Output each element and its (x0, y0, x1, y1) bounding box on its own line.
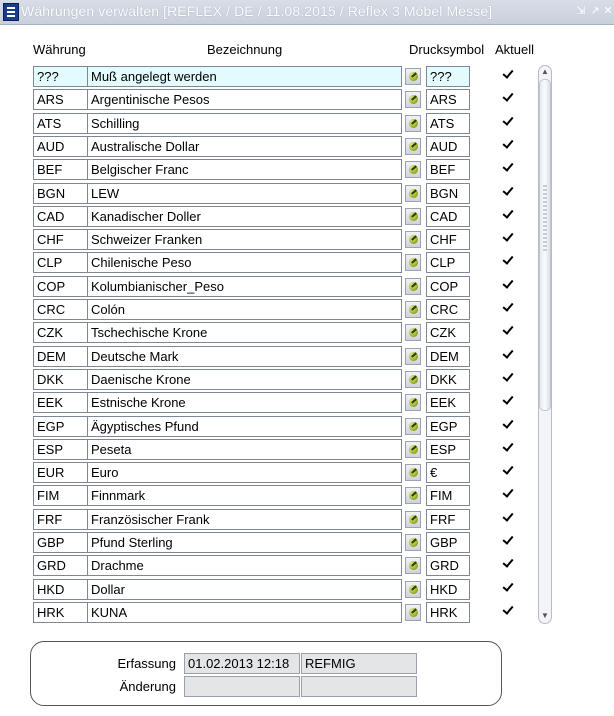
active-checkbox[interactable] (502, 511, 515, 524)
title-bar (0, 0, 614, 25)
window-title: Währungen verwalten [REFLEX / DE / 11.08.2015 / Reflex 3 Möbel Messe] (21, 3, 493, 19)
print-symbol-input[interactable]: GBP (426, 532, 470, 553)
currency-description-input[interactable]: Chilenische Peso (87, 252, 402, 273)
currency-code-input[interactable]: CRC (33, 299, 88, 320)
active-checkbox[interactable] (502, 91, 515, 104)
lov-icon[interactable] (405, 394, 421, 411)
currency-description-input[interactable]: Kanadischer Doller (87, 206, 402, 227)
restore-button[interactable]: ↗ (590, 5, 600, 17)
currency-code-input[interactable]: BGN (33, 183, 88, 204)
active-checkbox[interactable] (502, 231, 515, 244)
scroll-up-arrow-icon[interactable]: ▲ (541, 67, 549, 76)
scroll-down-arrow-icon[interactable]: ▼ (541, 611, 549, 620)
currency-code-input[interactable]: CHF (33, 229, 88, 250)
table-row (0, 229, 530, 252)
currency-code-input[interactable]: FRF (33, 509, 88, 530)
lov-icon[interactable] (405, 487, 421, 504)
lov-icon[interactable] (405, 464, 421, 481)
created-date-field: 01.02.2013 12:18 (184, 653, 300, 674)
currency-description-input[interactable]: LEW (87, 183, 402, 204)
currency-code-input[interactable]: FIM (33, 485, 88, 506)
active-checkbox[interactable] (502, 464, 515, 477)
table-row (0, 602, 530, 625)
column-header-description: Bezeichnung (207, 42, 283, 57)
lov-icon[interactable] (405, 418, 421, 435)
print-symbol-input[interactable]: COP (426, 276, 470, 297)
currency-description-input[interactable]: Muß angelegt werden (87, 66, 402, 87)
active-checkbox[interactable] (502, 68, 515, 81)
table-row (0, 416, 530, 439)
lov-icon[interactable] (405, 91, 421, 108)
currency-code-input[interactable]: HRK (33, 602, 88, 623)
table-row (0, 346, 530, 369)
changed-label: Änderung (119, 679, 176, 694)
currency-description-input[interactable]: Estnische Krone (87, 392, 402, 413)
currency-code-input[interactable]: DKK (33, 369, 88, 390)
print-symbol-input[interactable]: AUD (426, 136, 470, 157)
currency-code-input[interactable]: COP (33, 276, 88, 297)
currency-code-input[interactable]: ESP (33, 439, 88, 460)
print-symbol-input[interactable]: BGN (426, 183, 470, 204)
table-row (0, 299, 530, 322)
active-checkbox[interactable] (502, 161, 515, 174)
column-header-currency: Währung (33, 42, 86, 57)
currency-description-input[interactable]: Finnmark (87, 485, 402, 506)
print-symbol-input[interactable]: ESP (426, 439, 470, 460)
column-header-active: Aktuell (495, 42, 535, 57)
currency-code-input[interactable]: BEF (33, 159, 88, 180)
active-checkbox[interactable] (502, 441, 515, 454)
print-symbol-input[interactable]: € (426, 462, 470, 483)
close-button[interactable]: ✕ (603, 5, 613, 17)
print-symbol-input[interactable]: FIM (426, 485, 470, 506)
currency-description-input[interactable]: Drachme (87, 555, 402, 576)
lov-icon[interactable] (405, 161, 421, 178)
currency-description-input[interactable]: Ägyptisches Pfund (87, 416, 402, 437)
currency-description-input[interactable]: Euro (87, 462, 402, 483)
table-row (0, 206, 530, 229)
table-row (0, 183, 530, 206)
print-symbol-input[interactable]: HRK (426, 602, 470, 623)
table-row (0, 276, 530, 299)
column-header-print-symbol: Drucksymbol (409, 42, 485, 57)
print-symbol-input[interactable]: BEF (426, 159, 470, 180)
table-row (0, 136, 530, 159)
print-symbol-input[interactable]: CAD (426, 206, 470, 227)
lov-icon[interactable] (405, 185, 421, 202)
currency-code-input[interactable]: ARS (33, 89, 88, 110)
active-checkbox[interactable] (502, 557, 515, 570)
currency-code-input[interactable]: EUR (33, 462, 88, 483)
active-checkbox[interactable] (502, 534, 515, 547)
lov-icon[interactable] (405, 208, 421, 225)
print-symbol-input[interactable]: EEK (426, 392, 470, 413)
active-checkbox[interactable] (502, 278, 515, 291)
lov-icon[interactable] (405, 115, 421, 132)
table-row (0, 89, 530, 112)
print-symbol-input[interactable]: EGP (426, 416, 470, 437)
active-checkbox[interactable] (502, 324, 515, 337)
currency-code-input[interactable]: EEK (33, 392, 88, 413)
lov-icon[interactable] (405, 278, 421, 295)
active-checkbox[interactable] (502, 371, 515, 384)
audit-panel (30, 641, 502, 706)
lov-icon[interactable] (405, 371, 421, 388)
lov-icon[interactable] (405, 581, 421, 598)
table-row (0, 392, 530, 415)
currency-description-input[interactable]: Schilling (87, 113, 402, 134)
lov-icon[interactable] (405, 68, 421, 85)
currency-code-input[interactable]: HKD (33, 579, 88, 600)
created-label: Erfassung (117, 656, 176, 671)
currency-code-input[interactable]: CLP (33, 252, 88, 273)
vertical-scrollbar[interactable] (538, 65, 552, 624)
table-row (0, 532, 530, 555)
currency-code-input[interactable]: ??? (33, 66, 88, 87)
changed-user-field (301, 676, 417, 697)
table-row (0, 369, 530, 392)
table-row (0, 159, 530, 182)
currency-description-input[interactable]: Deutsche Mark (87, 346, 402, 367)
print-symbol-input[interactable]: CZK (426, 322, 470, 343)
scrollbar-grip (543, 185, 547, 251)
active-checkbox[interactable] (502, 394, 515, 407)
active-checkbox[interactable] (502, 487, 515, 500)
currency-description-input[interactable]: Argentinische Pesos (87, 89, 402, 110)
table-row (0, 439, 530, 462)
currency-description-input[interactable]: Daenische Krone (87, 369, 402, 390)
currency-description-input[interactable]: Französischer Frank (87, 509, 402, 530)
currency-description-input[interactable]: Schweizer Franken (87, 229, 402, 250)
lov-icon[interactable] (405, 511, 421, 528)
active-checkbox[interactable] (502, 301, 515, 314)
print-symbol-input[interactable]: DKK (426, 369, 470, 390)
currency-description-input[interactable]: Belgischer Franc (87, 159, 402, 180)
print-symbol-input[interactable]: CHF (426, 229, 470, 250)
currency-code-input[interactable]: CAD (33, 206, 88, 227)
lov-icon[interactable] (405, 231, 421, 248)
minimize-button[interactable]: ⇲ (576, 5, 586, 17)
lov-icon[interactable] (405, 348, 421, 365)
currency-description-input[interactable]: Dollar (87, 579, 402, 600)
active-checkbox[interactable] (502, 115, 515, 128)
table-row (0, 113, 530, 136)
currency-description-input[interactable]: Tschechische Krone (87, 322, 402, 343)
lov-icon[interactable] (405, 301, 421, 318)
currency-code-input[interactable]: EGP (33, 416, 88, 437)
currency-description-input[interactable]: Pfund Sterling (87, 532, 402, 553)
active-checkbox[interactable] (502, 604, 515, 617)
lov-icon[interactable] (405, 604, 421, 621)
currency-code-input[interactable]: GBP (33, 532, 88, 553)
print-symbol-input[interactable]: FRF (426, 509, 470, 530)
lov-icon[interactable] (405, 254, 421, 271)
table-row (0, 485, 530, 508)
print-symbol-input[interactable]: ATS (426, 113, 470, 134)
print-symbol-input[interactable]: CLP (426, 252, 470, 273)
print-symbol-input[interactable]: ??? (426, 66, 470, 87)
active-checkbox[interactable] (502, 348, 515, 361)
currency-description-input[interactable]: Colón (87, 299, 402, 320)
currency-code-input[interactable]: ATS (33, 113, 88, 134)
active-checkbox[interactable] (502, 208, 515, 221)
lov-icon[interactable] (405, 557, 421, 574)
table-row (0, 252, 530, 275)
table-row (0, 555, 530, 578)
currency-code-input[interactable]: GRD (33, 555, 88, 576)
currency-code-input[interactable]: CZK (33, 322, 88, 343)
active-checkbox[interactable] (502, 254, 515, 267)
table-row (0, 509, 530, 532)
table-row (0, 462, 530, 485)
print-symbol-input[interactable]: ARS (426, 89, 470, 110)
print-symbol-input[interactable]: CRC (426, 299, 470, 320)
table-row (0, 579, 530, 602)
active-checkbox[interactable] (502, 138, 515, 151)
lov-icon[interactable] (405, 441, 421, 458)
table-row (0, 66, 530, 89)
print-symbol-input[interactable]: HKD (426, 579, 470, 600)
lov-icon[interactable] (405, 534, 421, 551)
app-icon (3, 3, 19, 21)
currency-description-input[interactable]: Peseta (87, 439, 402, 460)
changed-date-field (184, 676, 300, 697)
scrollbar-thumb[interactable] (539, 79, 551, 411)
active-checkbox[interactable] (502, 185, 515, 198)
currency-description-input[interactable]: Australische Dollar (87, 136, 402, 157)
table-row (0, 322, 530, 345)
created-user-field: REFMIG (301, 653, 417, 674)
currency-code-input[interactable]: DEM (33, 346, 88, 367)
lov-icon[interactable] (405, 324, 421, 341)
currency-description-input[interactable]: KUNA (87, 602, 402, 623)
currency-code-input[interactable]: AUD (33, 136, 88, 157)
print-symbol-input[interactable]: GRD (426, 555, 470, 576)
active-checkbox[interactable] (502, 581, 515, 594)
active-checkbox[interactable] (502, 418, 515, 431)
currency-description-input[interactable]: Kolumbianischer_Peso (87, 276, 402, 297)
lov-icon[interactable] (405, 138, 421, 155)
print-symbol-input[interactable]: DEM (426, 346, 470, 367)
